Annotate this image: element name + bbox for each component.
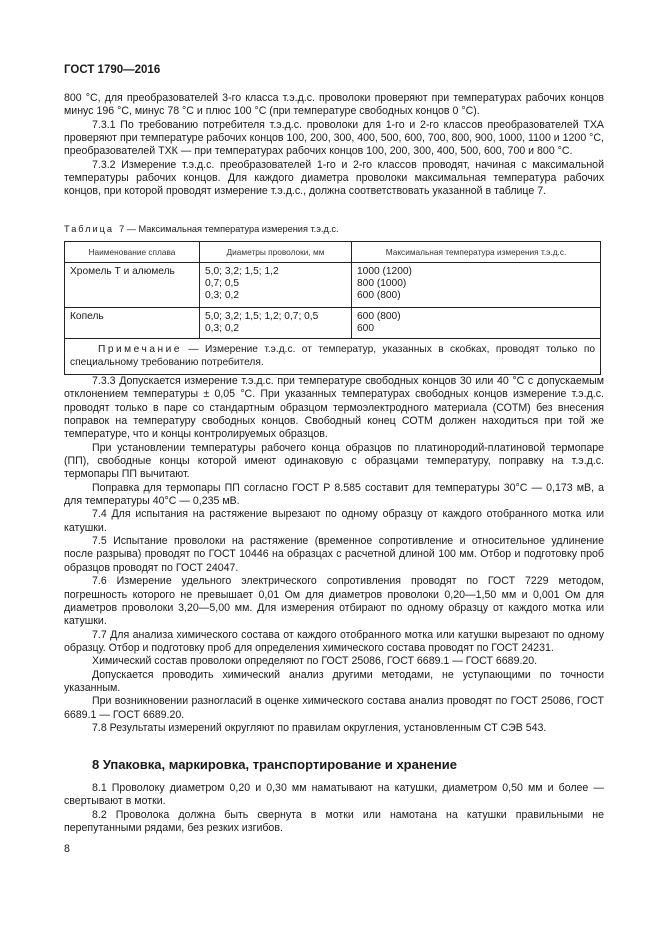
table-row	[65, 308, 601, 339]
paragraph-7-3-3: 7.3.3 Допускается измерение т.э.д.с. при температуре свободных концов 30 или 40 °С с допускаемым отклонением температуры ± 0,05 °С. При указанных температурах свободных концов измерение т.э.д.с. проводят только в паре со стандартным образцом термоэлектродного материала (СОТМ) без внесения поправок на температуру свободных концов. Свободный конец СОТМ должен находиться при той же температуре, что и концы контролируемых образцов.	[64, 375, 604, 441]
table-7	[64, 241, 601, 375]
paragraph-7-3-1: 7.3.1 По требованию потребителя т.э.д.с. проволоки для 1-го и 2-го классов преобразователей ТХА проверяют при температуре рабочих концов 100, 200, 300, 400, 500, 600, 700, 800, 900, 1000, 1100 и 1200 °С, преобразователей ТХК — при температурах рабочих концов 100, 200, 300, 400, 500, 600, 700 и 800 °С.	[64, 118, 604, 158]
paragraph-8-1: 8.1 Проволоку диаметром 0,20 и 0,30 мм наматывают на катушки, диаметром 0,50 мм и более — свертывают в мотки.	[64, 782, 604, 808]
text-block-7-3-3-to-7-8	[64, 375, 604, 735]
paragraph-7-8: 7.8 Результаты измерений округляют по правилам округления, установленным СТ СЭВ 543.	[92, 721, 547, 734]
paragraph: 800 °С, для преобразователей 3-го класса т.э.д.с. проволоки проверяют при температурах рабочих концов минус 196 °С, минус 78 °С и плюс 100 °С (при температуре свободных концов 0 °С).	[64, 92, 604, 118]
cell-temps	[352, 308, 601, 339]
paragraph-7-3-2: 7.3.2 Измерение т.э.д.с. преобразователей 1-го и 2-го классов проводят, начиная с максимальной температуры рабочих концов. Для каждого диаметра проволоки максимальная температура рабочих концов, при которой проводят измерение т.э.д.с., должна соответствовать указанной в таблице 7.	[64, 158, 604, 198]
column-header-max-temp: Максимальная температура измерения т.э.д.с.	[352, 242, 601, 263]
temp-line: 600 (800)	[357, 311, 401, 322]
cell-alloy: Копель	[65, 308, 200, 339]
column-header-diameters: Диаметры проволоки, мм	[200, 242, 352, 263]
temp-line: 800 (1000)	[357, 278, 407, 289]
table-note	[65, 339, 601, 375]
paragraph: Поправка для термопары ПП согласно ГОСТ Р 8.585 составит для температуры 30°С — 0,173 мВ, а для температуры 40°С — 0,235 мВ.	[64, 481, 604, 508]
diameter-line: 5,0; 3,2; 1,5; 1,2; 0,7; 0,5	[205, 311, 319, 322]
paragraph: Химический состав проволоки определяют по ГОСТ 25086, ГОСТ 6689.1 — ГОСТ 6689.20.	[92, 655, 538, 668]
table-header-row	[65, 242, 601, 263]
text-block-section-8	[64, 782, 604, 835]
paragraph-7-6: 7.6 Измерение удельного электрического сопротивления проводят по ГОСТ 7229 методом, погрешность которого не превышает 0,01 Ом для диаметров проволоки 0,20—1,50 мм и 0,001 Ом для диаметров проволоки 3,20—5,00 мм. Для измерения отбирают по одному образцу от каждого мотка или катушки.	[64, 575, 604, 628]
paragraph: При возникновении разногласий в оценке химического состава анализ проводят по ГОСТ 25086, ГОСТ 6689.1 — ГОСТ 6689.20.	[64, 695, 604, 721]
paragraph-7-5: 7.5 Испытание проволоки на растяжение (временное сопротивление и относительное удлинение после разрыва) проводят по ГОСТ 10446 на образцах с расчетной длиной 100 мм. Отбор и подготовку проб образцов проводят по ГОСТ 24047.	[64, 535, 604, 574]
table-caption-text: 7 — Максимальная температура измерения т.э.д.с.	[119, 224, 339, 234]
paragraph-7-7: 7.7 Для анализа химического состава от каждого отобранного мотка или катушки вырезают по одному образцу. Отбор и подготовку проб для определения химического состава проводят по ГОСТ 24231.	[64, 628, 604, 654]
paragraph-7-4: 7.4 Для испытания на растяжение вырезают по одному образцу от каждого отобранного мотка или катушки.	[64, 508, 604, 534]
document-header: ГОСТ 1790—2016	[64, 64, 161, 76]
diameter-line: 5,0; 3,2; 1,5; 1,2	[205, 266, 279, 277]
section-heading-8: 8 Упаковка, маркировка, транспортирование и хранение	[92, 757, 458, 772]
paragraph-8-2: 8.2 Проволока должна быть свернута в мотки или намотана на катушки правильными не перепутанными рядами, без резких изгибов.	[64, 808, 604, 835]
cell-diameters	[200, 308, 352, 339]
cell-alloy: Хромель Т и алюмель	[65, 263, 200, 308]
diameter-line: 0,3; 0,2	[205, 290, 239, 301]
note-text: — Измерение т.э.д.с. от температур, указанных в скобках, проводят только по специальному требованию потребителя.	[70, 344, 595, 368]
table-row	[65, 263, 601, 308]
temp-line: 1000 (1200)	[357, 266, 412, 277]
table-note-row	[65, 339, 601, 375]
column-header-alloy: Наименование сплава	[65, 242, 200, 263]
text-block-7-3	[64, 92, 604, 199]
diameter-line: 0,7; 0,5	[205, 278, 239, 289]
diameter-line: 0,3; 0,2	[205, 323, 239, 334]
page-number: 8	[64, 843, 70, 855]
note-label: Примечание	[98, 344, 182, 355]
temp-line: 600 (800)	[357, 290, 401, 301]
table-caption-label: Таблица	[64, 224, 115, 234]
cell-diameters	[200, 263, 352, 308]
cell-temps	[352, 263, 601, 308]
paragraph: Допускается проводить химический анализ другими методами, не уступающими по точности указанным.	[64, 668, 604, 694]
paragraph: При установлении температуры рабочего конца образцов по платинородий-платиновой термопаре (ПП), свободные концы которой имеют одинаковую с образцами температуру, поправку на т.э.д.с. термопары ПП вычитают.	[64, 441, 604, 481]
table-caption	[64, 224, 339, 234]
temp-line: 600	[357, 323, 374, 334]
